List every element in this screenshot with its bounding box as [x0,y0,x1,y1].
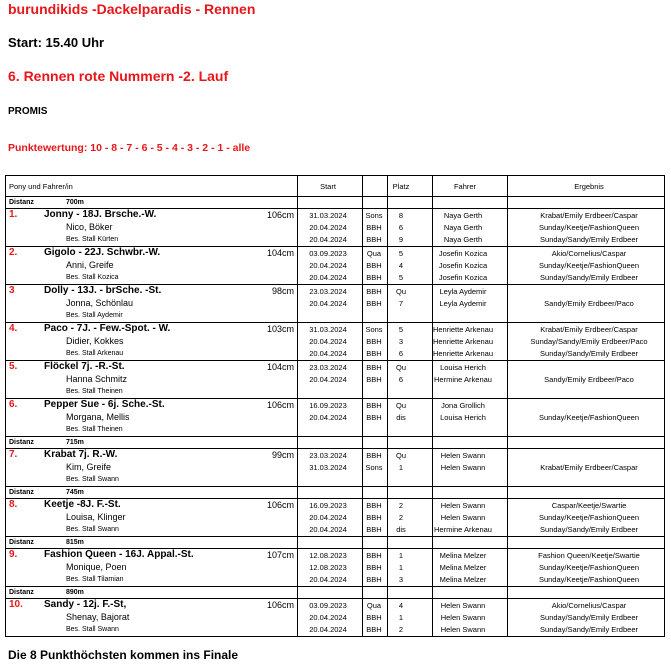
result-venue: BBH [366,223,382,232]
entry-number: 7. [9,449,18,460]
result-place: 7 [398,299,404,308]
result-date: 23.03.2024 [309,451,347,460]
result-date: 20.04.2024 [309,613,347,622]
entry-number: 4. [9,323,18,334]
result-date: 20.04.2024 [309,349,347,358]
result-date: 20.04.2024 [309,235,347,244]
result-place: 1 [398,551,404,560]
result-place: Qu [395,401,406,410]
entry-number: 1. [9,209,18,220]
result-place: dis [396,413,406,422]
result-venue: BBH [366,273,382,282]
entry-number: 9. [9,549,18,560]
result-date: 03.09.2023 [309,249,347,258]
result-summary: Sunday/Sandy/Emily Erdbeer [540,349,638,358]
result-date: 16.09.2023 [309,501,347,510]
rider-names: Monique, Poen [66,562,127,572]
result-date: 12.08.2023 [309,551,347,560]
result-venue: Sons [365,463,383,472]
result-driver: Helen Swann [440,625,486,634]
result-venue: BBH [366,451,382,460]
pony-height: 106cm [266,600,294,610]
result-place: 5 [398,273,404,282]
distance-label: Distanz [9,539,34,546]
page-title: burundikids -Dackelparadis - Rennen [8,1,256,17]
start-time: Start: 15.40 Uhr [8,35,105,50]
stall-owner: Bes. Stall Swann [66,476,119,483]
result-venue: Qua [366,249,382,258]
stall-owner: Bes. Stall Kürten [66,236,119,243]
result-summary: Sunday/Keetje/FashionQueen [538,563,640,572]
pony-name: Paco - 7J. - Few.-Spot. - W. [44,323,171,334]
result-date: 20.04.2024 [309,299,347,308]
pony-height: 104cm [266,248,294,258]
result-venue: BBH [366,349,382,358]
result-venue: BBH [366,551,382,560]
result-venue: BBH [366,363,382,372]
result-venue: BBH [366,563,382,572]
result-driver: Helen Swann [440,513,486,522]
result-place: 1 [398,613,404,622]
result-venue: BBH [366,613,382,622]
result-summary: Caspar/Keetje/Swartie [551,501,627,510]
pony-height: 107cm [266,550,294,560]
result-venue: Sons [365,211,383,220]
result-driver: Josefin Kozica [438,261,488,270]
result-date: 20.04.2024 [309,337,347,346]
result-summary: Sunday/Sandy/Emily Erdbeer [540,613,638,622]
result-summary: Sandy/Emily Erdbeer/Paco [544,299,634,308]
result-driver: Leyla Aydemir [439,299,487,308]
result-venue: BBH [366,299,382,308]
result-venue: Sons [365,325,383,334]
result-place: 3 [398,575,404,584]
entry-number: 2. [9,247,18,258]
result-venue: BBH [366,501,382,510]
distance-value: 890m [66,589,84,596]
result-venue: BBH [366,401,382,410]
result-place: 5 [398,249,404,258]
result-place: 2 [398,501,404,510]
result-date: 20.04.2024 [309,575,347,584]
result-driver: Henriette Arkenau [432,337,494,346]
result-venue: BBH [366,287,382,296]
result-date: 12.08.2023 [309,563,347,572]
rider-names: Shenay, Bajorat [66,612,130,622]
result-summary: Sunday/Keetje/FashionQueen [538,413,640,422]
result-date: 20.04.2024 [309,261,347,270]
result-venue: BBH [366,413,382,422]
pony-height: 103cm [266,324,294,334]
result-venue: Qua [366,601,382,610]
result-venue: BBH [366,337,382,346]
result-place: 2 [398,625,404,634]
race-title: 6. Rennen rote Nummern -2. Lauf [8,68,229,84]
result-driver: Hermine Arkenau [434,525,492,534]
result-place: 8 [398,211,404,220]
result-driver: Helen Swann [440,613,486,622]
result-summary: Sunday/Sandy/Emily Erdbeer [540,273,638,282]
result-date: 16.09.2023 [309,401,347,410]
stall-owner: Bes. Stall Theinen [66,388,123,395]
entry-divider [6,486,664,487]
result-driver: Naya Gerth [443,223,483,232]
result-place: Qu [395,287,406,296]
header-platz: Platz [392,182,410,191]
result-driver: Josefin Kozica [438,249,488,258]
result-place: 2 [398,513,404,522]
entry-number: 8. [9,499,18,510]
result-summary: Sunday/Sandy/Emily Erdbeer/Paco [530,337,648,346]
result-date: 20.04.2024 [309,375,347,384]
result-summary: Krabat/Emily Erdbeer/Caspar [540,211,638,220]
pony-height: 104cm [266,362,294,372]
result-summary: Sunday/Keetje/FashionQueen [538,223,640,232]
result-date: 20.04.2024 [309,223,347,232]
pony-height: 106cm [266,210,294,220]
rider-names: Didier, Kokkes [66,336,124,346]
result-driver: Hermine Arkenau [434,375,492,384]
distance-value: 715m [66,439,84,446]
result-date: 03.09.2023 [309,601,347,610]
column-divider [507,176,508,636]
rider-names: Hanna Schmitz [66,374,128,384]
result-place: 6 [398,349,404,358]
result-driver: Louisa Herich [440,413,486,422]
result-summary: Akio/Cornelius/Caspar [551,601,627,610]
result-venue: BBH [366,625,382,634]
result-summary: Sunday/Keetje/FashionQueen [538,575,640,584]
result-summary: Akio/Cornelius/Caspar [551,249,627,258]
pony-name: Sandy - 12j. F.-St, [44,599,127,610]
pony-name: Flöckel 7j. -R.-St. [44,361,125,372]
rider-names: Nico, Böker [66,222,113,232]
rider-names: Louisa, Klinger [66,512,126,522]
pony-height: 106cm [266,400,294,410]
distance-label: Distanz [9,199,34,206]
result-driver: Melina Melzer [439,551,487,560]
pony-height: 98cm [271,286,294,296]
pony-name: Fashion Queen - 16J. Appal.-St. [44,549,194,560]
result-venue: BBH [366,525,382,534]
entry-number: 3 [9,285,15,296]
distance-value: 700m [66,199,84,206]
pony-name: Jonny - 18J. Brsche.-W. [44,209,157,220]
header-ergebnis: Ergebnis [574,182,604,191]
scoring-label: Punktewertung: 10 - 8 - 7 - 6 - 5 - 4 - 3 - 2 - 1 - alle [8,142,251,154]
result-driver: Helen Swann [440,463,486,472]
rider-names: Kim, Greife [66,462,112,472]
stall-owner: Bes. Stall Tilamian [66,576,124,583]
entry-divider [6,586,664,587]
result-venue: BBH [366,261,382,270]
pony-name: Gigolo - 22J. Schwbr.-W. [44,247,161,258]
entry-number: 5. [9,361,18,372]
result-date: 20.04.2024 [309,625,347,634]
result-place: Qu [395,451,406,460]
header-pony: Pony und Fahrer/in [9,182,73,191]
result-driver: Josefin Kozica [438,273,488,282]
result-place: 3 [398,337,404,346]
result-summary: Sunday/Sandy/Emily Erdbeer [540,525,638,534]
result-place: 6 [398,375,404,384]
rider-names: Morgana, Mellis [66,412,130,422]
result-place: 4 [398,601,404,610]
result-driver: Naya Gerth [443,211,483,220]
header-divider [6,196,664,197]
result-driver: Louisa Herich [440,363,486,372]
category-label: PROMIS [8,106,48,117]
distance-label: Distanz [9,489,34,496]
rider-names: Anni, Greife [66,260,114,270]
result-place: 6 [398,223,404,232]
result-date: 31.03.2024 [309,211,347,220]
result-date: 20.04.2024 [309,413,347,422]
result-date: 23.03.2024 [309,287,347,296]
entry-number: 6. [9,399,18,410]
distance-label: Distanz [9,589,34,596]
pony-name: Pepper Sue - 6j. Sche.-St. [44,399,165,410]
footer-note: Die 8 Punkthöchsten kommen ins Finale [8,648,239,662]
result-place: 9 [398,235,404,244]
result-summary: Sunday/Keetje/FashionQueen [538,513,640,522]
result-place: 4 [398,261,404,270]
result-driver: Helen Swann [440,501,486,510]
stall-owner: Bes. Stall Swann [66,526,119,533]
entry-number: 10. [9,599,23,610]
stall-owner: Bes. Stall Kozica [66,274,119,281]
result-date: 23.03.2024 [309,363,347,372]
result-driver: Henriette Arkenau [432,349,494,358]
result-summary: Krabat/Emily Erdbeer/Caspar [540,325,638,334]
result-summary: Sunday/Sandy/Emily Erdbeer [540,235,638,244]
distance-value: 815m [66,539,84,546]
result-date: 20.04.2024 [309,513,347,522]
result-place: 5 [398,325,404,334]
result-venue: BBH [366,575,382,584]
pony-height: 99cm [271,450,294,460]
result-place: Qu [395,363,406,372]
result-driver: Naya Gerth [443,235,483,244]
result-summary: Krabat/Emily Erdbeer/Caspar [540,463,638,472]
result-summary: Sunday/Sandy/Emily Erdbeer [540,625,638,634]
distance-value: 745m [66,489,84,496]
header-start: Start [320,182,336,191]
result-driver: Melina Melzer [439,575,487,584]
result-date: 31.03.2024 [309,325,347,334]
distance-label: Distanz [9,439,34,446]
stall-owner: Bes. Stall Aydemir [66,312,123,319]
result-place: 1 [398,563,404,572]
result-driver: Helen Swann [440,601,486,610]
pony-height: 106cm [266,500,294,510]
entry-divider [6,436,664,437]
result-date: 20.04.2024 [309,525,347,534]
rider-names: Jonna, Schönlau [66,298,134,308]
stall-owner: Bes. Stall Theinen [66,426,123,433]
pony-name: Keetje -8J. F.-St. [44,499,121,510]
result-driver: Helen Swann [440,451,486,460]
result-date: 31.03.2024 [309,463,347,472]
result-summary: Sandy/Emily Erdbeer/Paco [544,375,634,384]
result-summary: Fashion Queen/Keetje/Swartie [538,551,640,560]
result-place: 1 [398,463,404,472]
result-summary: Sunday/Keetje/FashionQueen [538,261,640,270]
stall-owner: Bes. Stall Arkenau [66,350,124,357]
result-driver: Jona Grollich [441,401,485,410]
pony-name: Krabat 7j. R.-W. [44,449,118,460]
result-date: 20.04.2024 [309,273,347,282]
stall-owner: Bes. Stall Swann [66,626,119,633]
entry-divider [6,536,664,537]
results-table [5,175,665,637]
header-fahrer: Fahrer [453,182,477,191]
pony-name: Dolly - 13J. - brSche. -St. [44,285,162,296]
result-venue: BBH [366,235,382,244]
result-venue: BBH [366,513,382,522]
result-venue: BBH [366,375,382,384]
result-driver: Melina Melzer [439,563,487,572]
result-driver: Henriette Arkenau [432,325,494,334]
result-driver: Leyla Aydemir [439,287,487,296]
result-place: dis [396,525,406,534]
